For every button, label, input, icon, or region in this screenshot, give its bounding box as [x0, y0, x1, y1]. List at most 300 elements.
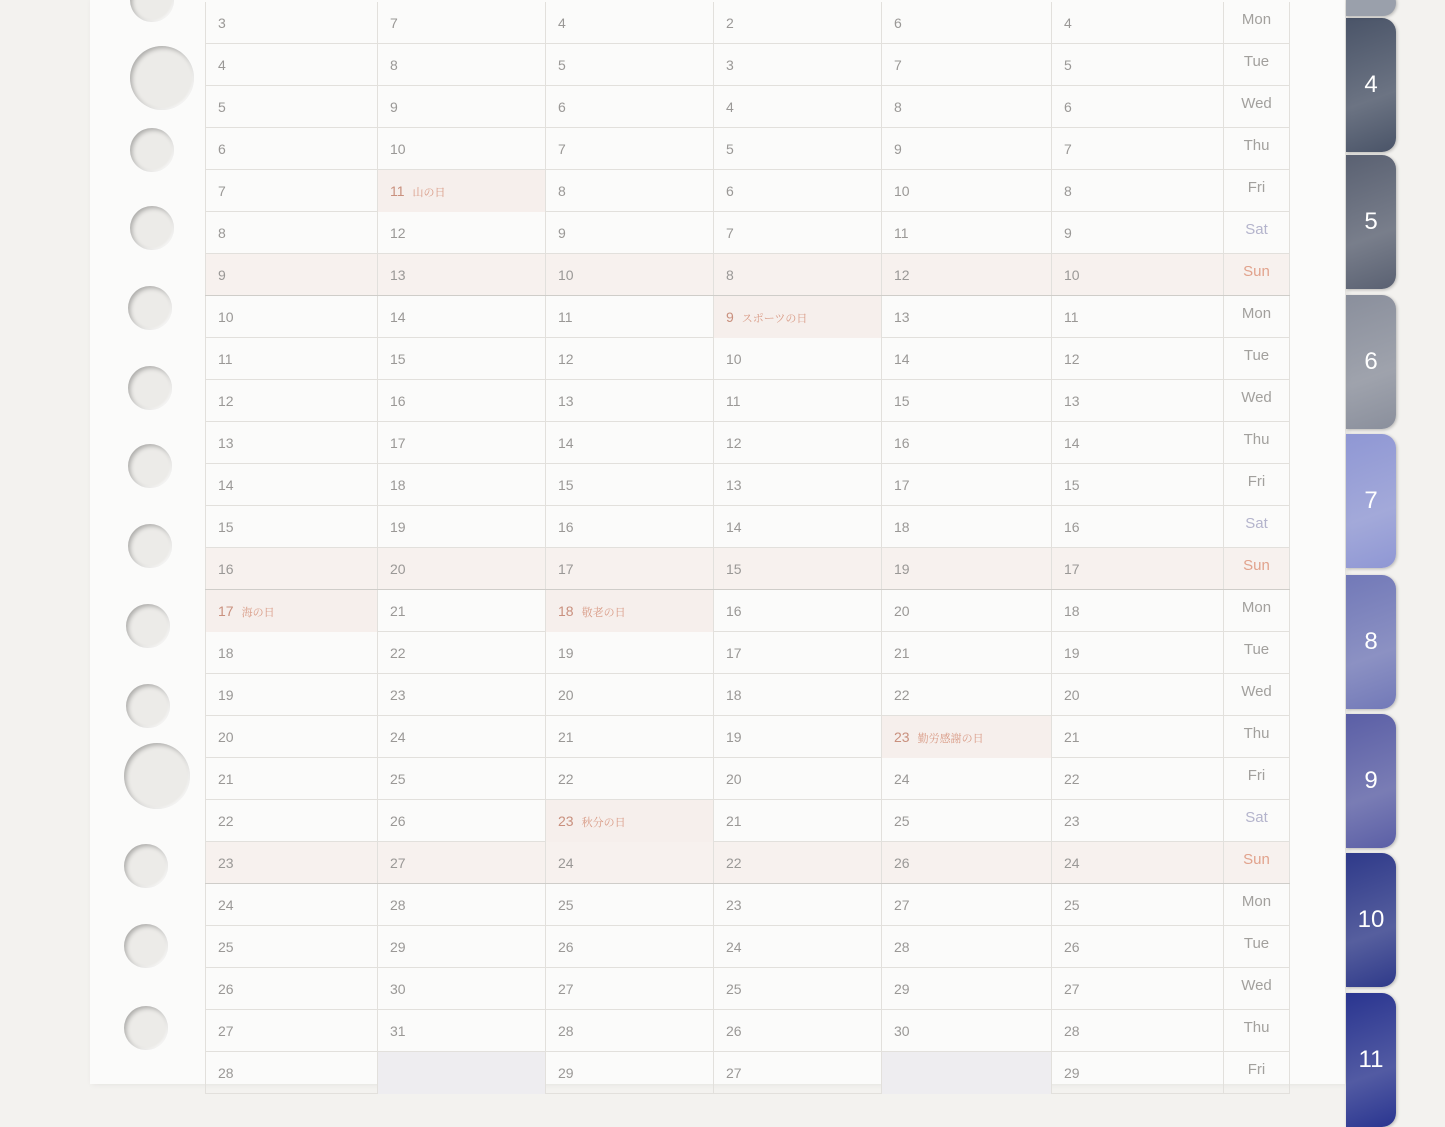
- date-cell[interactable]: [881, 86, 1051, 128]
- date-cell[interactable]: [205, 296, 377, 338]
- date-cell[interactable]: [1051, 506, 1223, 548]
- date-cell[interactable]: [377, 254, 545, 296]
- date-cell[interactable]: [1051, 1052, 1223, 1094]
- date-cell[interactable]: [713, 632, 881, 674]
- date-number: 15: [894, 393, 910, 409]
- date-cell[interactable]: [1051, 716, 1223, 758]
- date-number: 19: [894, 561, 910, 577]
- calendar-row: [205, 926, 1290, 968]
- date-cell[interactable]: [545, 128, 713, 170]
- binder-hole: [126, 604, 170, 648]
- date-cell[interactable]: [545, 926, 713, 968]
- date-cell[interactable]: [713, 968, 881, 1010]
- weekday-label: Mon: [1223, 2, 1290, 44]
- date-cell[interactable]: [1051, 2, 1223, 44]
- binder-hole: [128, 444, 172, 488]
- date-cell[interactable]: [881, 338, 1051, 380]
- date-cell[interactable]: [881, 758, 1051, 800]
- date-cell[interactable]: [377, 212, 545, 254]
- weekday-label: Sat: [1223, 506, 1290, 548]
- date-number: 23: [894, 729, 910, 745]
- date-cell[interactable]: [713, 296, 881, 338]
- weekday-label: Wed: [1223, 674, 1290, 716]
- date-cell[interactable]: [205, 1052, 377, 1094]
- date-cell[interactable]: [545, 548, 713, 590]
- binder-hole: [130, 128, 174, 172]
- date-number: 28: [558, 1023, 574, 1039]
- weekday-label: Sat: [1223, 212, 1290, 254]
- date-number: 9: [1064, 225, 1072, 241]
- date-cell[interactable]: [881, 296, 1051, 338]
- date-number: 9: [390, 99, 398, 115]
- date-cell[interactable]: [713, 506, 881, 548]
- date-cell[interactable]: [713, 884, 881, 926]
- date-cell[interactable]: [881, 926, 1051, 968]
- date-cell[interactable]: [545, 674, 713, 716]
- binder-hole: [128, 524, 172, 568]
- date-cell[interactable]: [545, 338, 713, 380]
- weekday-label: Sat: [1223, 800, 1290, 842]
- date-cell[interactable]: [545, 968, 713, 1010]
- date-cell[interactable]: [713, 842, 881, 884]
- date-cell[interactable]: [377, 842, 545, 884]
- date-cell[interactable]: [205, 254, 377, 296]
- date-number: 21: [558, 729, 574, 745]
- date-cell[interactable]: [545, 758, 713, 800]
- date-cell[interactable]: [205, 170, 377, 212]
- date-number: 15: [218, 519, 234, 535]
- weekday-label: Tue: [1223, 632, 1290, 674]
- date-number: 11: [894, 225, 909, 241]
- date-cell[interactable]: [881, 800, 1051, 842]
- weekday-label: Mon: [1223, 884, 1290, 926]
- month-tab-label: 6: [1364, 348, 1378, 375]
- date-number: 10: [218, 309, 234, 325]
- date-number: 12: [558, 351, 574, 367]
- date-cell[interactable]: [1051, 254, 1223, 296]
- date-number: 23: [726, 897, 742, 913]
- date-cell[interactable]: [713, 926, 881, 968]
- date-number: 7: [558, 141, 566, 157]
- calendar-row: [205, 590, 1290, 632]
- month-tab[interactable]: [1346, 155, 1396, 289]
- date-number: 17: [218, 603, 234, 619]
- date-cell[interactable]: [713, 590, 881, 632]
- date-cell[interactable]: [1051, 968, 1223, 1010]
- date-number: 25: [558, 897, 574, 913]
- date-cell[interactable]: [881, 632, 1051, 674]
- date-number: 18: [894, 519, 910, 535]
- date-number: 24: [726, 939, 742, 955]
- date-cell[interactable]: [205, 842, 377, 884]
- date-cell[interactable]: [545, 380, 713, 422]
- binder-hole: [130, 46, 194, 110]
- date-cell[interactable]: [1051, 884, 1223, 926]
- date-cell[interactable]: [1051, 590, 1223, 632]
- date-number: 28: [390, 897, 406, 913]
- calendar-row: [205, 338, 1290, 380]
- weekday-label: Wed: [1223, 86, 1290, 128]
- date-cell[interactable]: [377, 968, 545, 1010]
- date-number: 6: [1064, 99, 1072, 115]
- date-number: 16: [390, 393, 406, 409]
- date-number: 14: [726, 519, 742, 535]
- binder-hole: [128, 366, 172, 410]
- date-cell[interactable]: [545, 842, 713, 884]
- date-number: 13: [390, 267, 406, 283]
- date-number: 12: [1064, 351, 1080, 367]
- date-number: 10: [1064, 267, 1080, 283]
- date-cell[interactable]: [881, 716, 1051, 758]
- date-cell[interactable]: [881, 464, 1051, 506]
- date-cell[interactable]: [205, 716, 377, 758]
- date-cell[interactable]: [545, 86, 713, 128]
- date-number: 23: [390, 687, 406, 703]
- weekday-label: Mon: [1223, 296, 1290, 338]
- date-number: 15: [726, 561, 742, 577]
- date-number: 19: [1064, 645, 1080, 661]
- date-cell[interactable]: [713, 674, 881, 716]
- date-cell[interactable]: [1051, 212, 1223, 254]
- date-cell[interactable]: [205, 128, 377, 170]
- calendar-row: [205, 422, 1290, 464]
- date-number: 20: [218, 729, 234, 745]
- calendar-row: [205, 716, 1290, 758]
- date-cell[interactable]: [377, 422, 545, 464]
- date-cell[interactable]: [1051, 44, 1223, 86]
- date-cell[interactable]: [713, 548, 881, 590]
- date-cell[interactable]: [713, 170, 881, 212]
- date-number: 26: [390, 813, 406, 829]
- holiday-name: スポーツの日: [741, 313, 808, 325]
- date-cell[interactable]: [1051, 296, 1223, 338]
- weekday-label: Thu: [1223, 716, 1290, 758]
- date-cell[interactable]: [1051, 86, 1223, 128]
- date-number: 21: [1064, 729, 1080, 745]
- date-cell[interactable]: [1051, 338, 1223, 380]
- date-cell[interactable]: [881, 170, 1051, 212]
- date-cell[interactable]: [1051, 1010, 1223, 1052]
- date-number: 20: [894, 603, 910, 619]
- date-cell[interactable]: [713, 86, 881, 128]
- calendar-row: [205, 1010, 1290, 1052]
- date-cell[interactable]: [713, 800, 881, 842]
- date-cell[interactable]: [713, 2, 881, 44]
- date-number: 7: [726, 225, 734, 241]
- date-number: 26: [1064, 939, 1080, 955]
- binder-hole: [124, 844, 168, 888]
- month-tab[interactable]: [1346, 295, 1396, 429]
- calendar-grid: [205, 0, 1290, 1084]
- holiday-name: 勤労感謝の日: [917, 733, 984, 745]
- date-cell[interactable]: [377, 1010, 545, 1052]
- date-number: 10: [558, 267, 574, 283]
- date-cell[interactable]: [713, 1052, 881, 1094]
- weekday-label: Tue: [1223, 926, 1290, 968]
- date-number: 8: [1064, 183, 1072, 199]
- date-cell[interactable]: [713, 128, 881, 170]
- date-cell[interactable]: [1051, 548, 1223, 590]
- date-cell[interactable]: [881, 422, 1051, 464]
- date-number: 6: [218, 141, 226, 157]
- date-cell[interactable]: [545, 800, 713, 842]
- date-cell[interactable]: [1051, 758, 1223, 800]
- date-number: 16: [558, 519, 574, 535]
- month-tab[interactable]: [1346, 434, 1396, 568]
- date-number: 16: [894, 435, 910, 451]
- date-number: 24: [390, 729, 406, 745]
- date-cell[interactable]: [205, 1010, 377, 1052]
- date-cell[interactable]: [545, 632, 713, 674]
- date-cell[interactable]: [377, 632, 545, 674]
- date-cell[interactable]: [205, 590, 377, 632]
- calendar-row: [205, 380, 1290, 422]
- month-tab[interactable]: [1346, 853, 1396, 987]
- date-cell[interactable]: [205, 968, 377, 1010]
- date-cell[interactable]: [205, 380, 377, 422]
- date-cell[interactable]: [377, 716, 545, 758]
- date-cell[interactable]: [545, 716, 713, 758]
- date-cell[interactable]: [1051, 422, 1223, 464]
- date-cell[interactable]: [205, 86, 377, 128]
- date-number: 20: [390, 561, 406, 577]
- date-number: 6: [726, 183, 734, 199]
- date-cell[interactable]: [1051, 128, 1223, 170]
- date-cell[interactable]: [205, 422, 377, 464]
- calendar-row: [205, 884, 1290, 926]
- date-number: 22: [726, 855, 742, 871]
- date-cell[interactable]: [377, 44, 545, 86]
- date-cell[interactable]: [881, 968, 1051, 1010]
- date-number: 25: [218, 939, 234, 955]
- month-tab-label: 9: [1364, 767, 1378, 794]
- date-cell[interactable]: [881, 2, 1051, 44]
- date-number: 11: [390, 183, 405, 199]
- date-cell[interactable]: [713, 422, 881, 464]
- date-cell[interactable]: [377, 338, 545, 380]
- date-number: 29: [558, 1065, 574, 1081]
- weekday-label: Sun: [1223, 548, 1290, 590]
- date-number: 18: [390, 477, 406, 493]
- date-cell[interactable]: [377, 86, 545, 128]
- month-tab[interactable]: [1346, 993, 1396, 1127]
- date-number: 11: [218, 351, 233, 367]
- date-cell[interactable]: [377, 674, 545, 716]
- month-tab-label: 7: [1364, 487, 1378, 514]
- date-cell[interactable]: [881, 842, 1051, 884]
- date-cell[interactable]: [545, 1052, 713, 1094]
- date-number: 8: [894, 99, 902, 115]
- date-cell[interactable]: [377, 380, 545, 422]
- binder-hole: [130, 206, 174, 250]
- date-cell[interactable]: [881, 884, 1051, 926]
- date-number: 17: [1064, 561, 1080, 577]
- month-tab-edge: [1346, 0, 1396, 16]
- date-cell[interactable]: [881, 254, 1051, 296]
- date-cell[interactable]: [205, 464, 377, 506]
- date-cell[interactable]: [205, 884, 377, 926]
- weekday-label: Fri: [1223, 758, 1290, 800]
- date-cell[interactable]: [713, 380, 881, 422]
- date-cell[interactable]: [713, 338, 881, 380]
- date-cell[interactable]: [545, 1010, 713, 1052]
- date-cell[interactable]: [713, 44, 881, 86]
- month-tab[interactable]: [1346, 575, 1396, 709]
- date-number: 27: [218, 1023, 234, 1039]
- date-cell[interactable]: [1051, 800, 1223, 842]
- date-cell[interactable]: [545, 464, 713, 506]
- calendar-row: [205, 842, 1290, 884]
- date-cell[interactable]: [713, 716, 881, 758]
- date-number: 20: [558, 687, 574, 703]
- date-cell[interactable]: [713, 212, 881, 254]
- date-number: 25: [390, 771, 406, 787]
- date-number: 4: [218, 57, 226, 73]
- date-cell[interactable]: [545, 170, 713, 212]
- date-cell[interactable]: [377, 506, 545, 548]
- date-cell[interactable]: [545, 590, 713, 632]
- date-number: 21: [218, 771, 234, 787]
- date-cell[interactable]: [377, 884, 545, 926]
- date-number: 23: [218, 855, 234, 871]
- date-cell[interactable]: [881, 128, 1051, 170]
- month-tab-label: 8: [1364, 628, 1378, 655]
- date-cell[interactable]: [545, 884, 713, 926]
- date-number: 5: [726, 141, 734, 157]
- date-number: 27: [894, 897, 910, 913]
- date-cell[interactable]: [377, 170, 545, 212]
- date-cell[interactable]: [377, 590, 545, 632]
- date-number: 3: [726, 57, 734, 73]
- date-cell[interactable]: [1051, 926, 1223, 968]
- date-number: 16: [726, 603, 742, 619]
- date-number: 26: [218, 981, 234, 997]
- date-cell[interactable]: [205, 212, 377, 254]
- date-cell[interactable]: [205, 44, 377, 86]
- holiday-name: 敬老の日: [581, 607, 626, 619]
- date-number: 30: [894, 1023, 910, 1039]
- date-cell[interactable]: [1051, 842, 1223, 884]
- date-cell[interactable]: [881, 1010, 1051, 1052]
- date-cell[interactable]: [205, 506, 377, 548]
- calendar-row: [205, 170, 1290, 212]
- date-cell[interactable]: [377, 128, 545, 170]
- date-cell[interactable]: [377, 1052, 545, 1094]
- date-number: 11: [1064, 309, 1079, 325]
- date-cell[interactable]: [881, 44, 1051, 86]
- date-cell[interactable]: [881, 1052, 1051, 1094]
- date-number: 15: [1064, 477, 1080, 493]
- date-cell[interactable]: [377, 2, 545, 44]
- date-number: 17: [726, 645, 742, 661]
- date-cell[interactable]: [377, 758, 545, 800]
- date-cell[interactable]: [205, 758, 377, 800]
- holiday-name: 海の日: [241, 607, 275, 619]
- date-cell[interactable]: [377, 296, 545, 338]
- date-number: 29: [1064, 1065, 1080, 1081]
- date-number: 13: [218, 435, 234, 451]
- calendar-row: [205, 86, 1290, 128]
- date-number: 21: [390, 603, 406, 619]
- weekday-label: Fri: [1223, 170, 1290, 212]
- date-cell[interactable]: [881, 590, 1051, 632]
- date-cell[interactable]: [881, 548, 1051, 590]
- date-number: 4: [726, 99, 734, 115]
- date-cell[interactable]: [205, 2, 377, 44]
- weekday-label: Thu: [1223, 422, 1290, 464]
- date-cell[interactable]: [1051, 674, 1223, 716]
- month-tab-label: 5: [1364, 208, 1378, 235]
- date-cell[interactable]: [377, 926, 545, 968]
- date-cell[interactable]: [1051, 380, 1223, 422]
- date-cell[interactable]: [545, 2, 713, 44]
- date-cell[interactable]: [545, 422, 713, 464]
- date-cell[interactable]: [881, 212, 1051, 254]
- date-number: 13: [894, 309, 910, 325]
- date-number: 5: [558, 57, 566, 73]
- date-cell[interactable]: [545, 212, 713, 254]
- date-cell[interactable]: [713, 464, 881, 506]
- date-number: 8: [726, 267, 734, 283]
- holiday-name: 秋分の日: [581, 817, 626, 829]
- date-cell[interactable]: [545, 44, 713, 86]
- date-cell[interactable]: [881, 674, 1051, 716]
- date-cell[interactable]: [205, 632, 377, 674]
- date-cell[interactable]: [377, 548, 545, 590]
- date-cell[interactable]: [205, 338, 377, 380]
- weekday-label: Wed: [1223, 968, 1290, 1010]
- date-number: 13: [558, 393, 574, 409]
- date-number: 20: [1064, 687, 1080, 703]
- date-number: 14: [218, 477, 234, 493]
- date-number: 9: [894, 141, 902, 157]
- date-cell[interactable]: [377, 800, 545, 842]
- date-number: 14: [390, 309, 406, 325]
- date-cell[interactable]: [545, 296, 713, 338]
- date-cell[interactable]: [545, 506, 713, 548]
- date-number: 27: [726, 1065, 742, 1081]
- date-number: 17: [894, 477, 910, 493]
- date-cell[interactable]: [377, 464, 545, 506]
- date-number: 20: [726, 771, 742, 787]
- calendar-row: [205, 968, 1290, 1010]
- month-tab[interactable]: [1346, 714, 1396, 848]
- date-cell[interactable]: [545, 254, 713, 296]
- date-cell[interactable]: [205, 674, 377, 716]
- date-cell[interactable]: [881, 506, 1051, 548]
- date-number: 19: [218, 687, 234, 703]
- date-number: 7: [218, 183, 226, 199]
- date-cell[interactable]: [1051, 464, 1223, 506]
- date-cell[interactable]: [713, 758, 881, 800]
- date-number: 8: [390, 57, 398, 73]
- date-cell[interactable]: [713, 254, 881, 296]
- date-cell[interactable]: [713, 1010, 881, 1052]
- month-tab[interactable]: [1346, 18, 1396, 152]
- date-cell[interactable]: [205, 548, 377, 590]
- weekday-label: Wed: [1223, 380, 1290, 422]
- date-cell[interactable]: [205, 926, 377, 968]
- date-number: 18: [1064, 603, 1080, 619]
- date-cell[interactable]: [1051, 170, 1223, 212]
- date-number: 4: [1064, 15, 1072, 31]
- date-number: 23: [1064, 813, 1080, 829]
- date-cell[interactable]: [205, 800, 377, 842]
- date-cell[interactable]: [881, 380, 1051, 422]
- date-number: 25: [1064, 897, 1080, 913]
- date-cell[interactable]: [1051, 632, 1223, 674]
- date-number: 18: [218, 645, 234, 661]
